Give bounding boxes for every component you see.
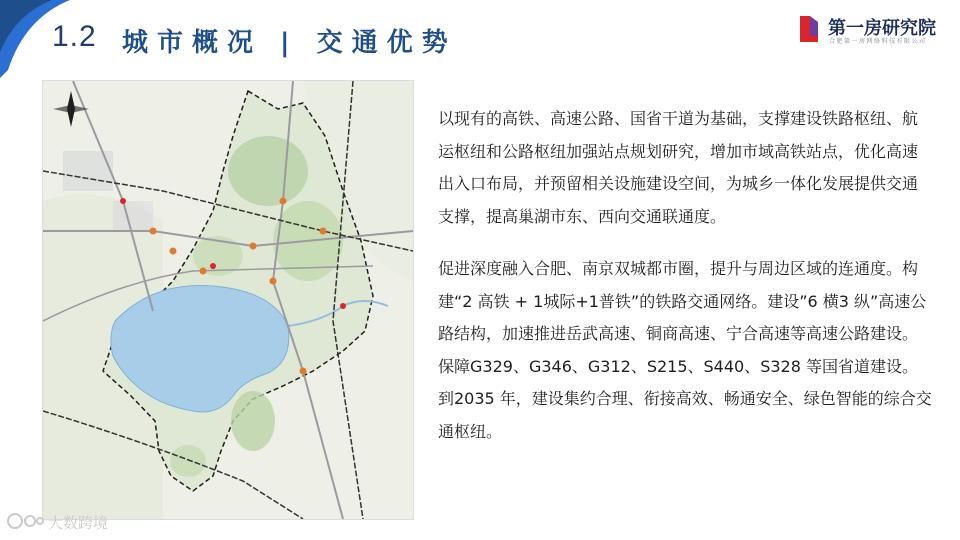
traffic-map bbox=[42, 80, 414, 520]
logo bbox=[796, 12, 946, 48]
watermark-text: 大数跨境 bbox=[48, 514, 109, 532]
logo-subtitle: 合肥第一房网络科技有限公司 bbox=[829, 38, 927, 45]
section-title: 城市概况 | 交通优势 bbox=[122, 28, 457, 58]
section-number: 1.2 bbox=[52, 20, 97, 53]
logo-mark-icon bbox=[796, 14, 822, 44]
watermark-logo-icon bbox=[6, 510, 44, 532]
watermark bbox=[6, 510, 109, 534]
north-arrow-icon bbox=[51, 89, 91, 129]
paragraph-2: 促进深度融入合肥、南京双城都市圈，提升与周边区域的连通度。构建“2 高铁 + 1城际+1普铁”的铁路交通网络。建设”6 横3 纵”高速公路结构，加速推进岳武高速、铜商高速、宁合高速等高速公路建设。保障G329、G346、G312、S215、S440、S328 等国省道建设。到2035 年，建设集约合理、衔接高效、畅通安全、绿色智能的综合交通枢纽。 bbox=[438, 259, 932, 441]
logo-name: 第一房研究院 bbox=[828, 18, 936, 39]
paragraph-1: 以现有的高铁、高速公路、国省干道为基础，支撑建设铁路枢纽、航运枢纽和公路枢纽加强站点规划研究，增加市域高铁站点，优化高速出入口布局，并预留相关设施建设空间，为城乡一体化发展提供交通支撑，提高巢湖市东、西向交通联通度。 bbox=[438, 109, 919, 226]
content bbox=[438, 103, 933, 468]
